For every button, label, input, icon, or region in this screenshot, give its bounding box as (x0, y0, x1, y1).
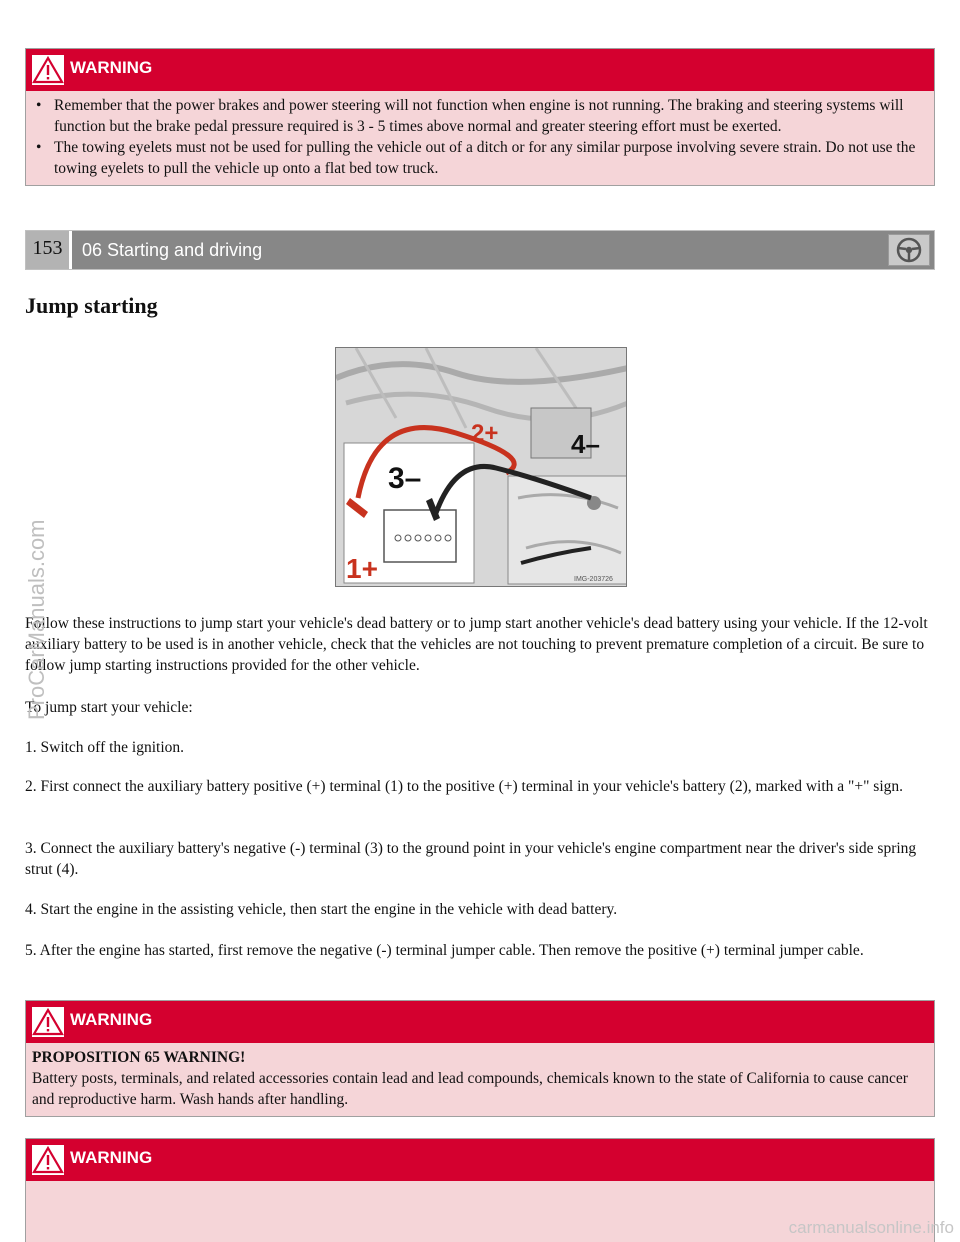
chapter-title: 06 Starting and driving (82, 240, 263, 260)
warning-header (26, 1001, 934, 1043)
warning-header (26, 1139, 934, 1181)
figure-label-2: 2+ (471, 420, 499, 447)
warning-header (26, 49, 934, 91)
page-number: 153 (26, 231, 72, 269)
chapter-header-bar (25, 230, 935, 270)
watermark-left: ProCarManuals.com (24, 519, 49, 720)
warning-item: • Remember that the power brakes and power steering will not function when engine is not running. The braking and steering systems will function but the brake pedal pressure required is 3 - 5 times above normal and greater steering effort must be exerted. (32, 95, 928, 137)
warning-box-prop65 (25, 1000, 935, 1117)
figure-label-1: 1+ (346, 553, 378, 584)
watermark-bottom: carmanualsonline.info (788, 1218, 954, 1237)
steering-wheel-icon (888, 234, 930, 266)
warning-body (26, 91, 934, 185)
step-3: 3. Connect the auxiliary battery's negative (-) terminal (3) to the ground point in your vehicle's engine compartment near the driver's side spring strut (4). (25, 840, 917, 878)
warning-heading: PROPOSITION 65 WARNING! (32, 1049, 246, 1066)
step-4: 4. Start the engine in the assisting vehicle, then start the engine in the vehicle with dead battery. (25, 901, 618, 918)
figure-code: IMG-203726 (574, 576, 613, 583)
step-1: 1. Switch off the ignition. (25, 739, 185, 756)
warning-triangle-icon (32, 1007, 64, 1037)
warning-title: WARNING (70, 1010, 153, 1029)
warning-item: • The towing eyelets must not be used for pulling the vehicle out of a ditch or for any similar purpose involving severe strain. Do not use the towing eyelets to pull the vehicle up onto a flat bed tow truck. (32, 137, 928, 179)
warning-triangle-icon (32, 1145, 64, 1175)
warning-body (26, 1043, 934, 1116)
warning-triangle-icon (32, 55, 64, 85)
figure-label-3: 3– (388, 462, 422, 495)
page-title: Jump starting (25, 293, 158, 318)
figure-label-4: 4– (571, 429, 600, 459)
intro-paragraph: Follow these instructions to jump start your vehicle's dead battery or to jump start another vehicle's dead battery using your vehicle. If the 12-volt auxiliary battery to be used is in another vehicle, check that the vehicles are not touching to prevent premature completion of a circuit. Be sure to follow jump starting instructions provided for the other vehicle. (25, 615, 928, 674)
warning-title: WARNING (70, 1148, 153, 1167)
jump-start-illustration (335, 347, 627, 587)
instructions-lead: To jump start your vehicle: (25, 699, 193, 716)
step-2: 2. First connect the auxiliary battery positive (+) terminal (1) to the positive (+) terminal in your vehicle's battery (2), marked with a "+" sign. (25, 778, 904, 795)
warning-text: Battery posts, terminals, and related accessories contain lead and lead compounds, chemicals known to the state of California to cause cancer and reproductive harm. Wash hands after handling. (32, 1070, 908, 1108)
warning-title: WARNING (70, 58, 153, 77)
step-5: 5. After the engine has started, first remove the negative (-) terminal jumper cable. Then remove the positive (+) terminal jumper cable. (25, 942, 864, 959)
warning-box-brakes (25, 48, 935, 186)
